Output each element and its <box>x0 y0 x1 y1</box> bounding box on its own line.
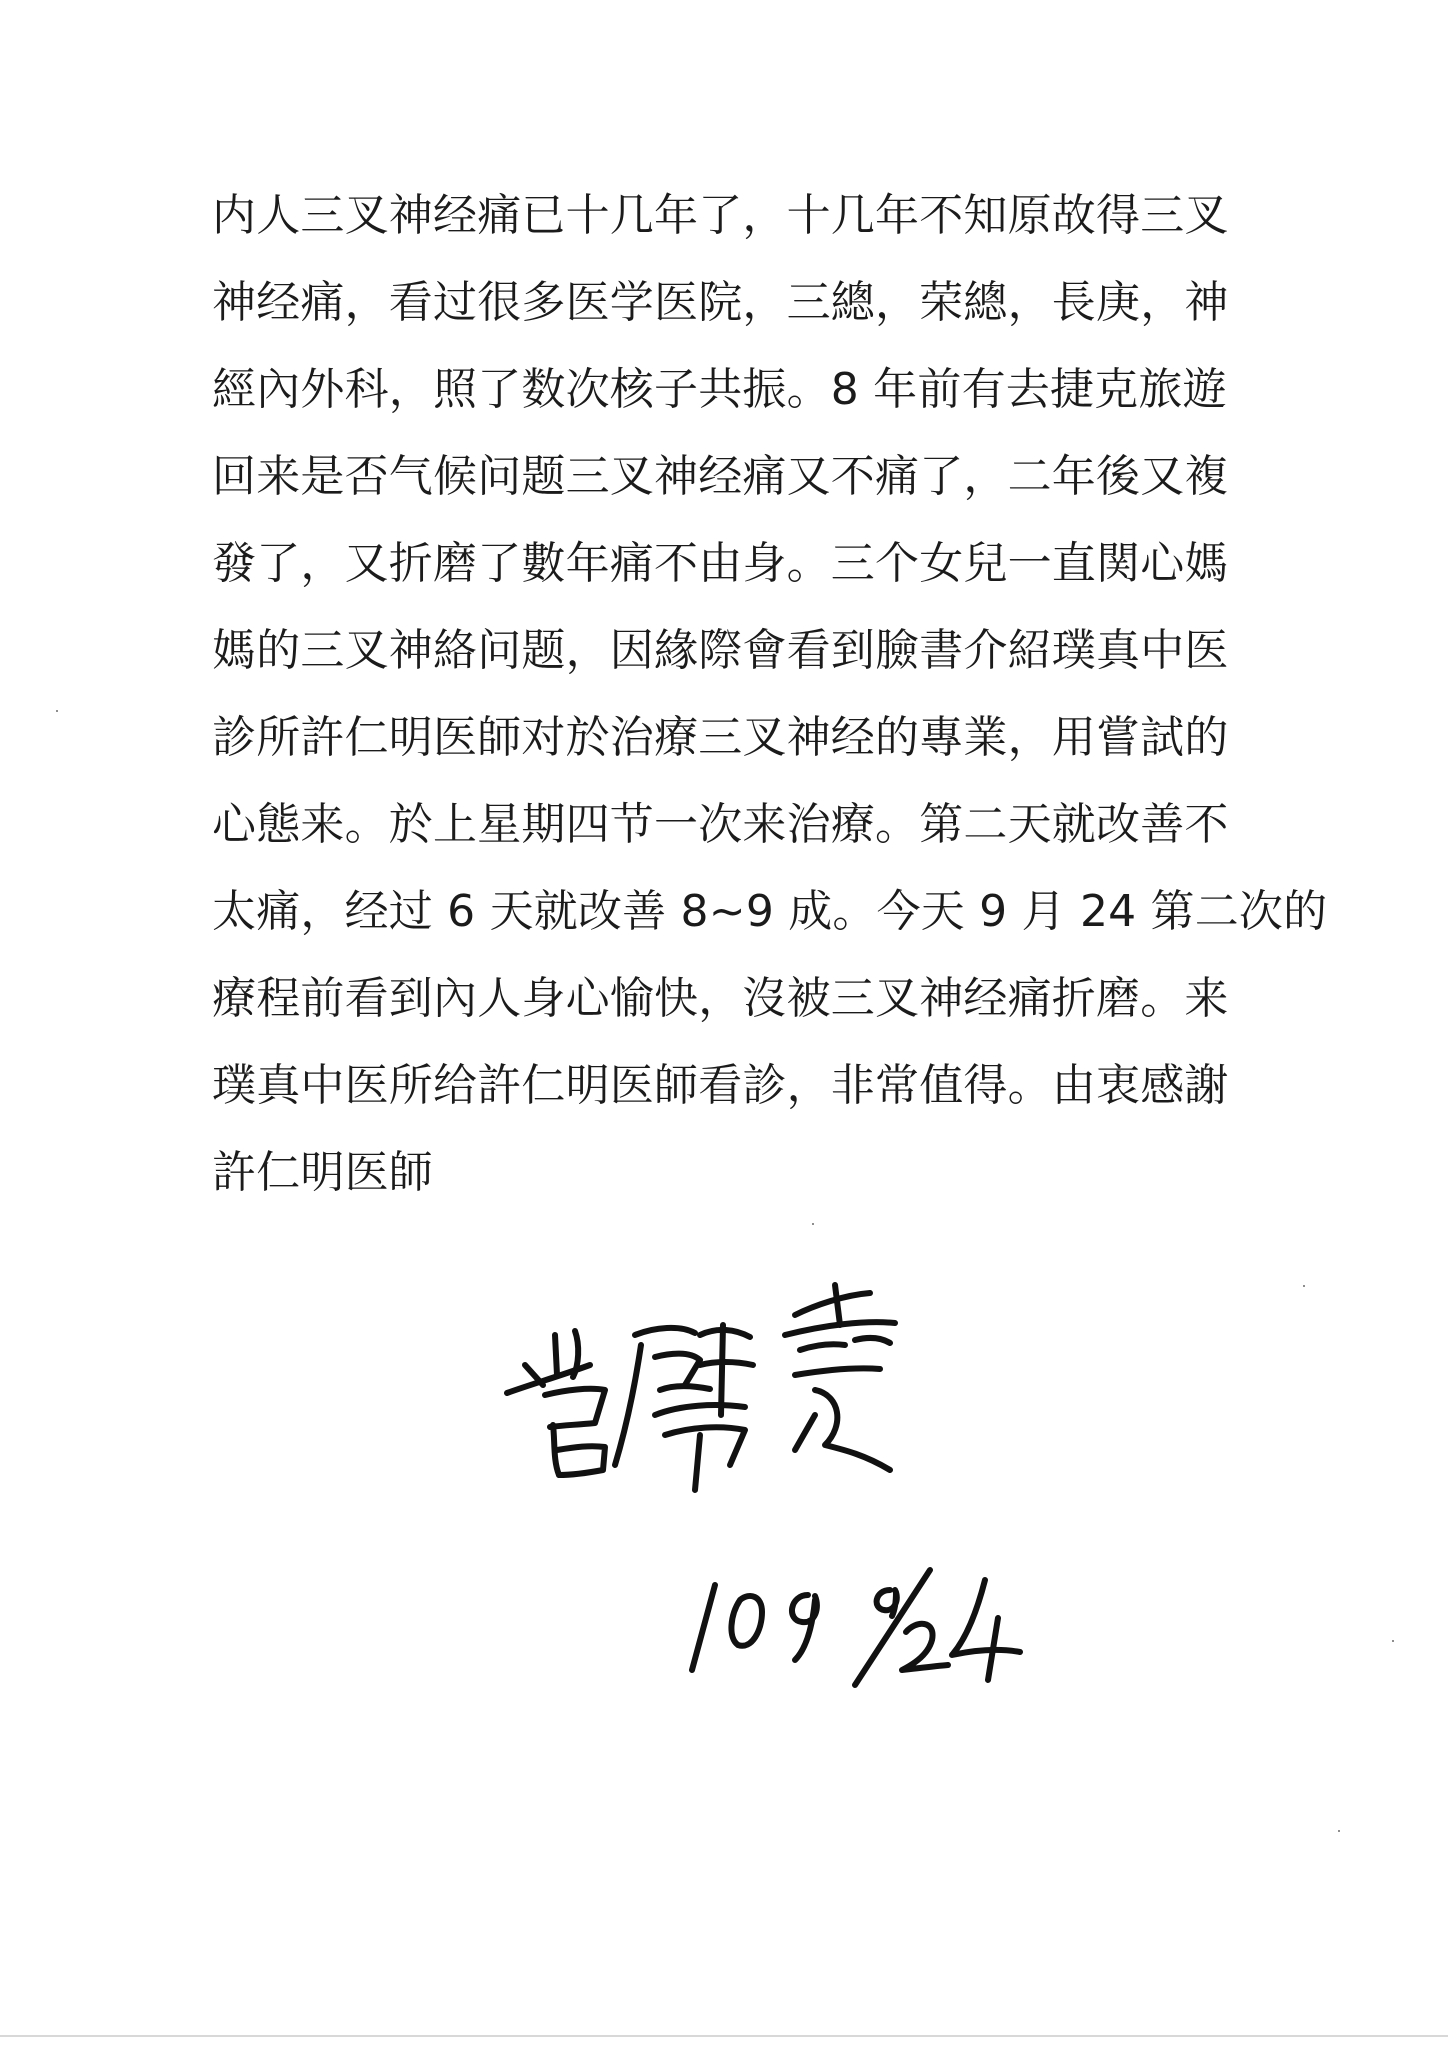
letter-line-3: 經內外科，照了数次核子共振。8 年前有去捷克旅遊 <box>212 364 1227 415</box>
scan-speck <box>812 1223 814 1225</box>
letter-line-5: 發了，又折磨了數年痛不由身。三个女兒一直関心媽 <box>212 538 1229 589</box>
handwritten-date <box>680 1520 1080 1690</box>
letter-line-7: 診所許仁明医師对於治療三叉神经的專業，用嘗試的 <box>212 712 1229 763</box>
letter-line-11: 璞真中医所给許仁明医師看診，非常值得。由衷感謝 <box>212 1060 1229 1111</box>
letter-line-4: 回来是否气候问题三叉神经痛又不痛了，二年後又複 <box>212 451 1229 502</box>
scan-edge <box>0 2035 1448 2037</box>
letter-line-1: 内人三叉神经痛已十几年了，十几年不知原故得三叉 <box>212 190 1229 241</box>
letter-line-2: 神经痛，看过很多医学医院，三總，荣總，長庚，神 <box>212 277 1229 328</box>
handwritten-signature <box>495 1265 915 1505</box>
letter-body <box>212 172 1328 1216</box>
letter-line-9: 太痛，经过 6 天就改善 8~9 成。今天 9 月 24 第二次的 <box>212 886 1328 937</box>
letter-line-10: 療程前看到內人身心愉快，沒被三叉神经痛折磨。来 <box>212 973 1229 1024</box>
scan-speck <box>1338 1830 1340 1832</box>
letter-line-6: 媽的三叉神絡问题，因緣際會看到臉書介紹璞真中医 <box>212 625 1229 676</box>
scan-speck <box>1303 1285 1305 1287</box>
letter-line-12: 許仁明医師 <box>212 1147 433 1198</box>
letter-line-8: 心態来。於上星期四节一次来治療。第二天就改善不 <box>212 799 1229 850</box>
scan-speck <box>56 710 58 712</box>
scan-speck <box>1392 1640 1394 1642</box>
